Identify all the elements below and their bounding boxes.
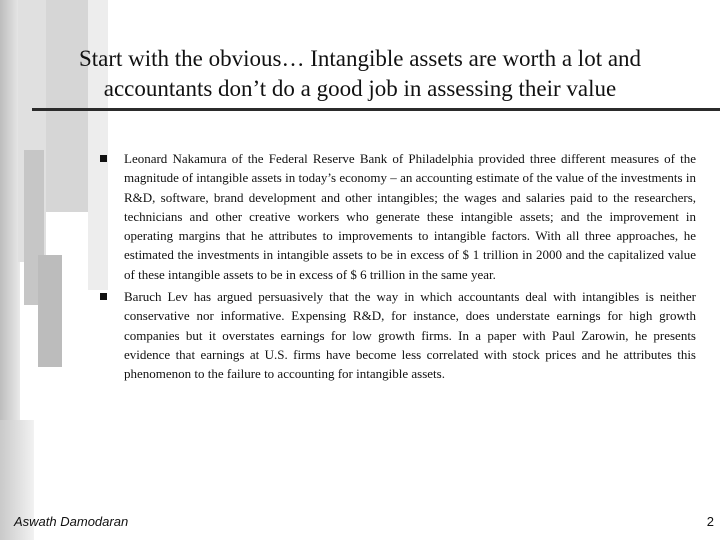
bullet-text: Leonard Nakamura of the Federal Reserve Bank of Philadelphia provided three different measures of the magnitude of intangible assets in today’s economy – an accounting estimate of the value of the investments in R&D, software, brand development and other intangibles; the wages and salaries paid to the researchers, technicians and other creative workers who generate these intangible assets; and the improvement in operating margins that he attributes to improvements to intangible factors. With all three approaches, he estimated the investments in intangible assets to be in excess of $ 1 trillion in 2000 and the capitalized value of these intangible assets to be in excess of $ 6 trillion in the same year. bbox=[124, 151, 696, 282]
square-bullet-icon bbox=[100, 293, 107, 300]
title-divider bbox=[32, 108, 720, 111]
bullet-item-nakamura bbox=[96, 149, 696, 284]
bullet-item-lev bbox=[96, 287, 696, 383]
decor-bar-3 bbox=[46, 0, 88, 212]
slide-title-line-1: Start with the obvious… Intangible assets are worth a lot and bbox=[78, 46, 642, 71]
bullet-list bbox=[96, 149, 696, 387]
decor-bar-6 bbox=[38, 255, 62, 367]
page-number: 2 bbox=[706, 514, 714, 529]
slide-title-line-2: accountants don’t do a good job in assessing their value bbox=[103, 76, 617, 101]
bullet-text: Baruch Lev has argued persuasively that the way in which accountants deal with intangibles is neither conservative nor informative. Expensing R&D, for instance, does understate earnings for high growth companies but it overstates earnings for low growth firms. In a paper with Paul Zarowin, he presents evidence that earnings at U.S. firms have become less correlated with stock prices and he attributes this phenomenon to the failure to accounting for intangible assets. bbox=[124, 289, 696, 382]
slide-title bbox=[30, 44, 690, 104]
footer-author: Aswath Damodaran bbox=[14, 514, 129, 529]
square-bullet-icon bbox=[100, 155, 107, 162]
